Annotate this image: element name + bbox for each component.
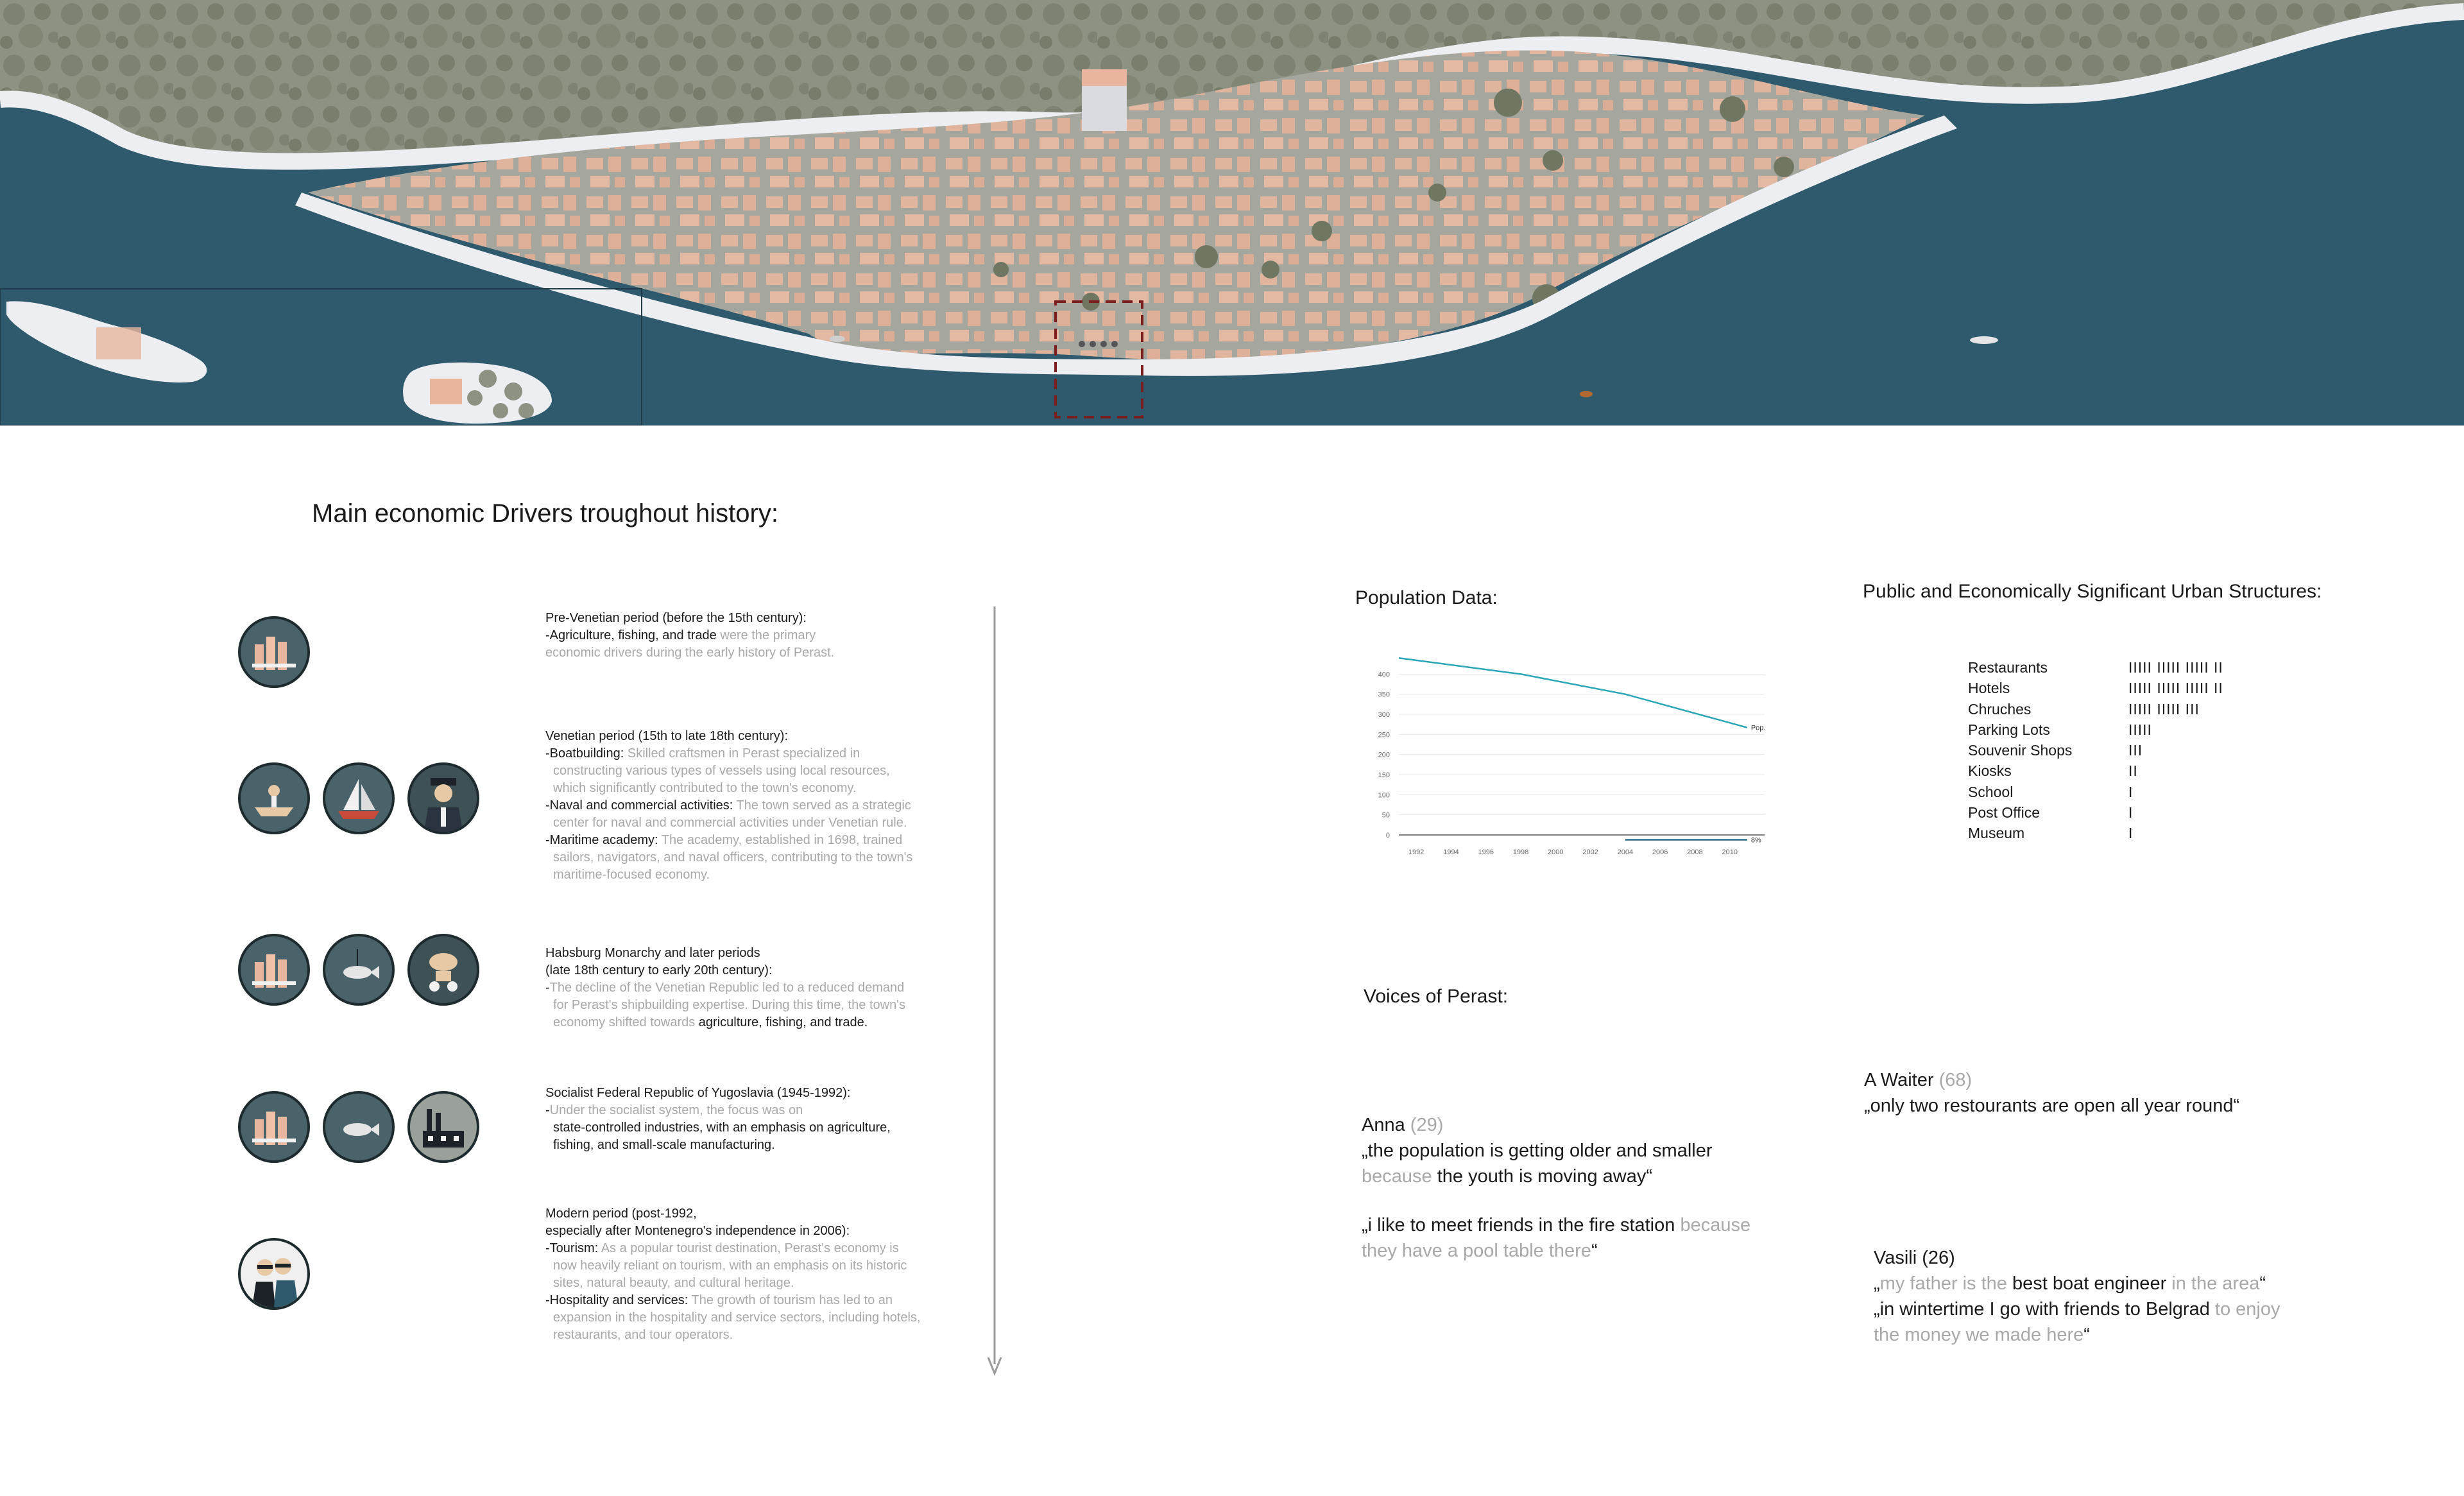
y-tick-label: 250 — [1378, 731, 1390, 739]
table-row — [1968, 740, 2223, 761]
quote-black: the youth is moving away“ — [1432, 1166, 1652, 1187]
sailing-ship-icon — [323, 762, 395, 834]
text-grey: which significantly contributed to the town's economy. — [553, 781, 857, 795]
x-tick-label: 1998 — [1512, 848, 1529, 856]
boat — [830, 336, 845, 342]
text-black: state-controlled industries, with an emphasis on agriculture, — [553, 1121, 891, 1135]
y-tick-label: 0 — [1385, 832, 1390, 839]
fish-icon — [323, 934, 395, 1006]
structure-tally: IIIII IIIII III — [2128, 700, 2200, 718]
text-black: fishing, and small-scale manufacturing. — [553, 1138, 775, 1152]
structure-label: Post Office — [1968, 804, 2041, 821]
text-black: -Hospitality and services: — [545, 1293, 689, 1307]
text-black: -Boatbuilding: — [545, 746, 624, 761]
history-modern — [545, 1205, 956, 1344]
voices-title: Voices of Perast: — [1364, 986, 1509, 1007]
quote-black: “ — [2259, 1273, 2266, 1294]
table-row — [1968, 719, 2223, 740]
quote-line: „only two restourants are open all year round“ — [1864, 1096, 2240, 1116]
speaker-name: Vasili (26) — [1874, 1248, 1955, 1268]
y-tick-label: 200 — [1378, 751, 1390, 759]
structure-label: Souvenir Shops — [1968, 742, 2073, 759]
series-label: 8% — [1750, 836, 1761, 845]
text-black: -Maritime academy: — [545, 833, 658, 847]
table-row — [1968, 678, 2223, 698]
quote-grey: they have a pool table there — [1362, 1241, 1591, 1261]
structure-label: Chruches — [1968, 700, 2032, 718]
text-black: -Agriculture, fishing, and trade — [545, 628, 717, 642]
text-grey: for Perast's shipbuilding expertise. During this time, the town's — [553, 998, 906, 1012]
structure-tally: IIIII — [2128, 721, 2152, 738]
x-tick-label: 1992 — [1408, 848, 1425, 856]
fish-icon — [323, 1091, 395, 1163]
table-row — [1968, 823, 2223, 843]
structure-label: Hotels — [1968, 680, 2010, 697]
text-black: -Tourism: — [545, 1241, 599, 1255]
tourists-icon — [238, 1238, 310, 1310]
structure-tally: I — [2128, 825, 2134, 842]
y-tick-label: 100 — [1378, 791, 1390, 800]
text-grey: maritime-focused economy. — [553, 868, 710, 882]
quote-black: best boat engineer — [2012, 1273, 2167, 1294]
farming-icon — [407, 934, 479, 1006]
structure-tally: I — [2128, 804, 2134, 821]
naval-officer-icon — [407, 762, 479, 834]
period-title: Venetian period (15th to late 18th century): — [545, 729, 789, 743]
structure-tally: III — [2128, 742, 2143, 759]
period-title: Modern period (post-1992, — [545, 1207, 697, 1221]
x-tick-label: 2000 — [1548, 848, 1564, 856]
text-grey: were the primary — [716, 628, 816, 642]
text-grey: As a popular tourist destination, Perast's economy is — [598, 1241, 899, 1255]
quote-grey: because — [1362, 1166, 1432, 1187]
text-grey: restaurants, and tour operators. — [553, 1328, 733, 1342]
x-tick-label: 2006 — [1652, 848, 1668, 856]
text-grey: Under the socialist system, the focus was on — [549, 1103, 803, 1117]
quote-grey: to enjoy — [2209, 1299, 2280, 1320]
timeline-arrow-line — [985, 606, 1004, 1377]
y-tick-label: 300 — [1378, 711, 1390, 719]
history-yugoslavia — [545, 1085, 956, 1154]
period-title: Socialist Federal Republic of Yugoslavia (1945-1992): — [545, 1086, 851, 1100]
text-grey: sailors, navigators, and naval officers, contributing to the town's — [553, 850, 913, 864]
structures-title: Public and Economically Significant Urban Structures: — [1863, 581, 2322, 602]
period-subtitle: (late 18th century to early 20th century): — [545, 963, 773, 977]
y-tick-label: 400 — [1378, 671, 1390, 679]
quote-grey: my father is the — [1879, 1273, 2012, 1294]
boat — [1580, 391, 1593, 397]
text-grey: The academy, established in 1698, trained — [658, 833, 903, 847]
quote-grey: because — [1675, 1215, 1751, 1235]
voice-vasili — [1874, 1245, 2280, 1348]
houses-icon — [238, 1091, 310, 1163]
structure-tally: IIIII IIIII IIIII II — [2128, 659, 2223, 676]
quote-line: „the population is getting older and smaller — [1362, 1140, 1713, 1161]
history-habsburg — [545, 945, 956, 1031]
text-grey: sites, natural beauty, and cultural heritage. — [553, 1276, 794, 1290]
population-title: Population Data: — [1355, 587, 1498, 608]
table-row — [1968, 761, 2223, 781]
history-pre-venetian — [545, 610, 956, 662]
structure-tally: IIIII IIIII IIIII II — [2128, 680, 2223, 697]
period-subtitle: especially after Montenegro's independence in 2006): — [545, 1224, 850, 1238]
x-tick-label: 2004 — [1617, 848, 1634, 856]
structure-label: Restaurants — [1968, 659, 2048, 676]
y-tick-label: 150 — [1378, 771, 1390, 779]
x-tick-label: 2008 — [1687, 848, 1703, 856]
table-row — [1968, 782, 2223, 802]
quote-black: „ — [1874, 1273, 1880, 1294]
series-label: Pop. — [1750, 724, 1766, 732]
structure-label: Kiosks — [1968, 762, 2012, 780]
main-title: Main economic Drivers troughout history: — [312, 499, 778, 528]
y-tick-label: 350 — [1378, 691, 1390, 699]
x-tick-label: 2002 — [1582, 848, 1598, 856]
structure-tally: II — [2128, 762, 2138, 780]
text-black: agriculture, fishing, and trade. — [698, 1015, 868, 1029]
text-grey: Skilled craftsmen in Perast specialized in — [624, 746, 860, 761]
speaker-name: A Waiter — [1864, 1070, 1934, 1090]
quote-black: “ — [2083, 1325, 2090, 1345]
y-tick-label: 50 — [1382, 811, 1390, 820]
text-grey: economic drivers during the early history of Perast. — [545, 646, 835, 660]
quote-black: „in wintertime I go with friends to Belgrad — [1874, 1299, 2210, 1320]
perast-site-map — [0, 0, 2464, 426]
text-grey: The growth of tourism has led to an — [688, 1293, 893, 1307]
text-grey: The town served as a strategic — [733, 798, 911, 812]
houses-icon — [238, 934, 310, 1006]
period-title: Habsburg Monarchy and later periods — [545, 946, 760, 960]
text-grey: center for naval and commercial activities under Venetian rule. — [553, 816, 907, 830]
boatbuilding-icon — [238, 762, 310, 834]
speaker-age: (68) — [1933, 1070, 1972, 1090]
structure-label: School — [1968, 783, 2014, 800]
structures-table — [1968, 657, 2223, 844]
x-tick-label: 1996 — [1478, 848, 1494, 856]
structure-tally: I — [2128, 783, 2134, 800]
x-tick-label: 1994 — [1443, 848, 1459, 856]
boat — [1970, 336, 1998, 344]
text-grey: economy shifted towards — [553, 1015, 699, 1029]
quote-black: „i like to meet friends in the fire station — [1362, 1215, 1675, 1235]
table-row — [1968, 802, 2223, 823]
factory-icon — [407, 1091, 479, 1163]
quote-grey: in the area — [2166, 1273, 2260, 1294]
table-row — [1968, 699, 2223, 719]
houses-icon — [238, 616, 310, 688]
structure-label: Museum — [1968, 825, 2025, 842]
quote-black: “ — [1591, 1241, 1598, 1261]
table-row — [1968, 657, 2223, 678]
speaker-name: Anna — [1362, 1115, 1405, 1135]
quote-grey: the money we made here — [1874, 1325, 2084, 1345]
x-tick-label: 2010 — [1722, 848, 1738, 856]
text-black: - — [545, 981, 550, 995]
series-line — [1399, 658, 1747, 727]
text-grey: expansion in the hospitality and service sectors, including hotels, — [553, 1311, 921, 1325]
history-venetian — [545, 728, 956, 884]
text-grey: constructing various types of vessels using local resources, — [553, 764, 890, 778]
population-chart — [1367, 639, 1790, 863]
text-black: - — [545, 1103, 550, 1117]
period-title: Pre-Venetian period (before the 15th century): — [545, 611, 807, 625]
text-black: -Naval and commercial activities: — [545, 798, 733, 812]
structure-label: Parking Lots — [1968, 721, 2050, 738]
text-grey: now heavily reliant on tourism, with an emphasis on its historic — [553, 1259, 907, 1273]
speaker-age: (29) — [1405, 1115, 1444, 1135]
voice-waiter — [1864, 1067, 2239, 1119]
voice-anna — [1362, 1112, 1750, 1264]
text-grey: The decline of the Venetian Republic led to a reduced demand — [549, 981, 905, 995]
